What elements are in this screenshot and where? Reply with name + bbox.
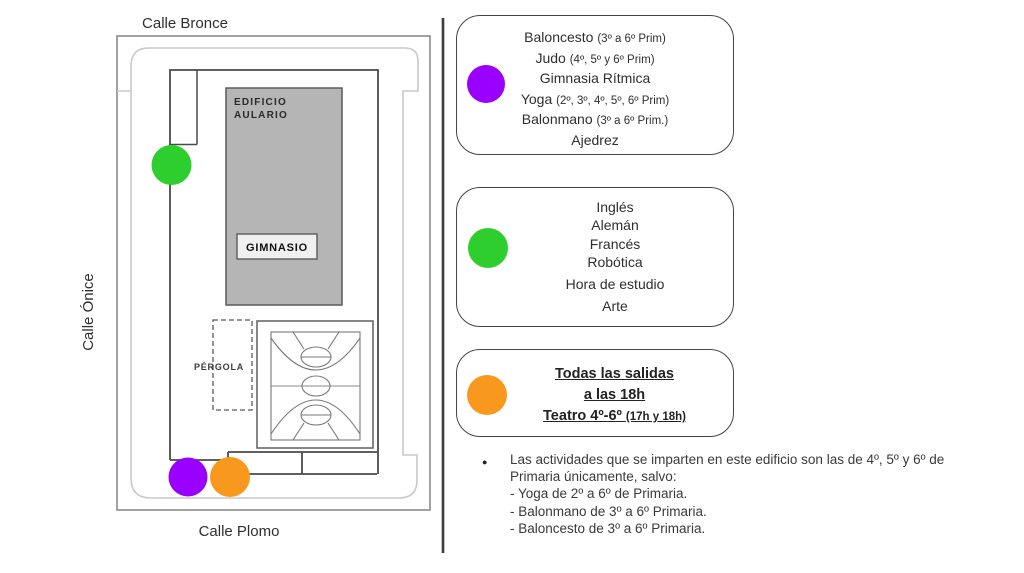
legend-line: Gimnasia Rítmica: [539, 70, 651, 87]
legend-line: Alemán: [591, 217, 639, 234]
note-line: Primaria únicamente, salvo:: [510, 469, 677, 485]
pergola-label: PÉRGOLA: [193, 362, 245, 372]
legend-line: Todas las salidas: [554, 366, 674, 382]
map-marker-green: [152, 145, 192, 185]
street-label-plomo: Calle Plomo: [198, 523, 280, 540]
street-label-onice: Calle Ónice: [80, 273, 97, 351]
street-label-bronce: Calle Bronce: [142, 15, 228, 32]
legend-line: Hora de estudio: [565, 276, 665, 293]
legend-line: Francés: [589, 235, 641, 252]
legend-line: a las 18h: [583, 387, 646, 403]
note-line: - Balonmano de 3º a 6º Primaria.: [510, 503, 707, 519]
legend-line: Baloncesto (3º a 6º Prim): [524, 29, 666, 45]
building-gimnasio-label: GIMNASIO: [245, 242, 309, 254]
legend-box-orange-text: [496, 364, 733, 427]
legend-line: Balonmano (3º a 6º Prim.): [521, 111, 669, 128]
side-wing-outline: [170, 70, 197, 145]
legend-box-purple-text: [457, 28, 733, 152]
map-marker-purple: [169, 458, 208, 497]
legend-box-orange-exits: [456, 349, 734, 437]
legend-box-green-activities: [456, 187, 734, 327]
map-marker-orange: [210, 457, 250, 497]
legend-line: Robótica: [587, 253, 643, 270]
legend-line: Judo (4º, 5º y 6º Prim): [535, 49, 655, 66]
note-line: Las actividades que se imparten en este edificio son las de 4º, 5º y 6º de: [510, 452, 945, 467]
site-map: [0, 0, 450, 573]
legend-line: Teatro 4º-6º (17h y 18h): [543, 408, 686, 424]
note-line: - Yoga de 2º a 6º de Primaria.: [510, 486, 688, 502]
note-bullet-icon: ●: [482, 457, 488, 467]
building-aulario-label-2: AULARIO: [234, 110, 288, 121]
note-text: [510, 451, 990, 537]
legend-box-purple-activities: [456, 15, 734, 155]
building-aulario-label-1: EDIFICIO: [234, 97, 287, 108]
basketball-court: [257, 321, 373, 448]
legend-line: Yoga (2º, 3º, 4º, 5º, 6º Prim): [520, 90, 670, 107]
note-line: - Baloncesto de 3º a 6º Primaria.: [510, 520, 706, 536]
legend-line: Arte: [602, 297, 628, 314]
legend-box-green-text: [497, 198, 733, 315]
legend-line: Inglés: [596, 199, 634, 215]
legend-line: Ajedrez: [571, 131, 619, 148]
